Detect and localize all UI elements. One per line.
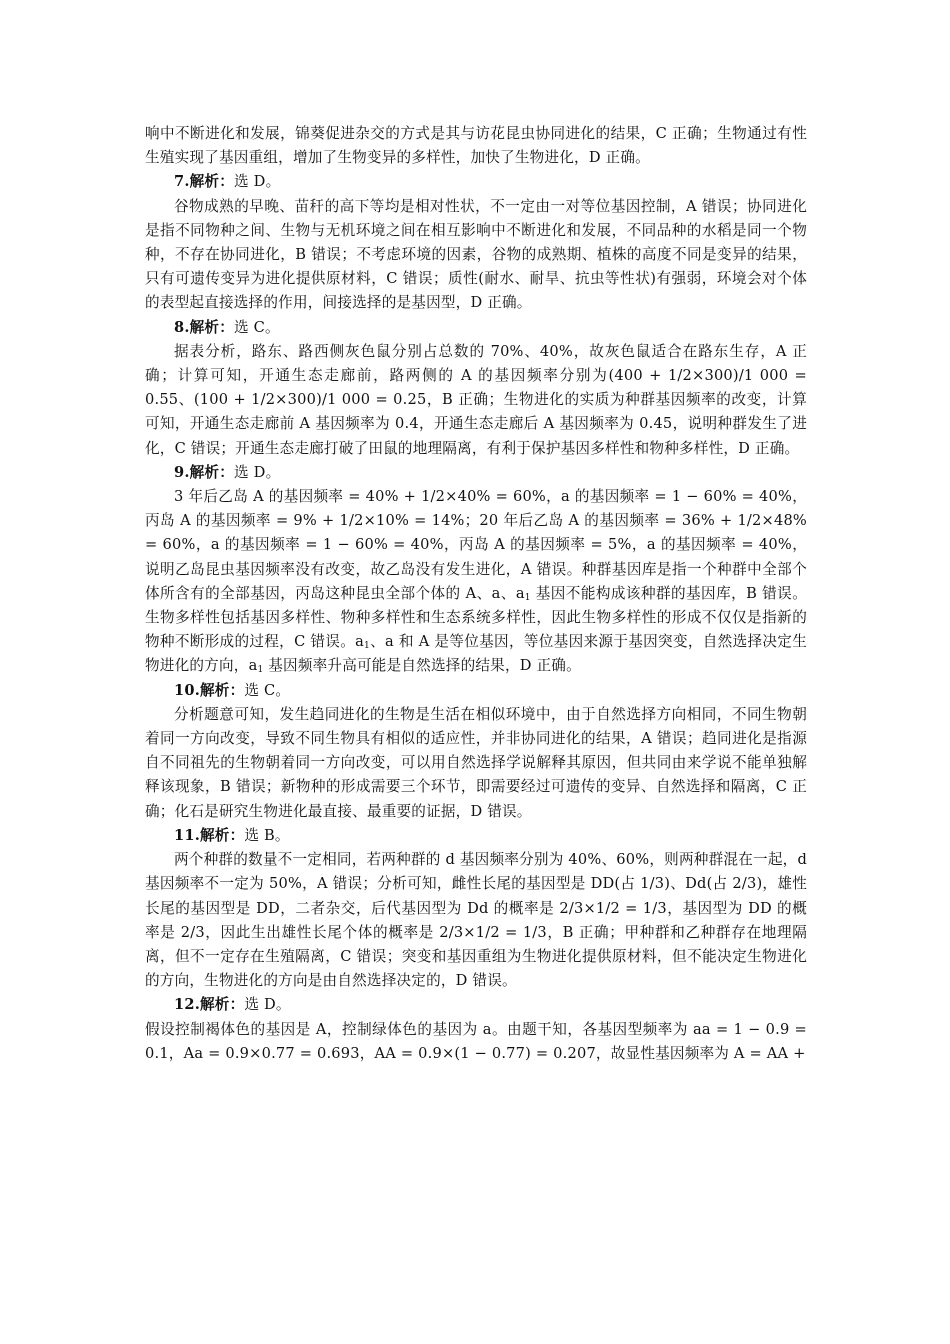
answer-explanations <box>145 122 807 1066</box>
heading-answer: 选 C。 <box>234 318 280 336</box>
answer-heading-7 <box>145 170 807 194</box>
heading-answer: 选 D。 <box>234 463 281 481</box>
heading-label: 8.解析： <box>174 318 235 336</box>
heading-label: 7.解析： <box>174 173 235 191</box>
paragraph-6-continued: 响中不断进化和发展，锦葵促进杂交的方式是其与访花昆虫协同进化的结果，C 正确；生物通过有性生殖实现了基因重组，增加了生物变异的多样性，加快了生物进化，D 正确。 <box>145 125 807 167</box>
paragraph-12: 假设控制褐体色的基因是 A，控制绿体色的基因为 a。由题干知，各基因型频率为 aa = 1 − 0.9 = 0.1，Aa = 0.9×0.77 = 0.693，AA = 0.9×(1 − 0.77) = 0.207，故显性基因频率为 A = AA + <box>145 1020 807 1062</box>
paragraph-8: 据表分析，路东、路西侧灰色鼠分别占总数的 70%、40%，故灰色鼠适合在路东生存，A 正确；计算可知，开通生态走廊前，路两侧的 A 的基因频率分别为(400 + 1/2×300)/1 000 = 0.55、(100 + 1/2×300)/1 000 = 0.25，B 正确；生物进化的实质为种群基因频率的改变，计算可知，开通生态走廊前 A 基因频率为 0.4，开通生态走廊后 A 基因频率为 0.45，说明种群发生了进化，C 错误；开通生态走廊打破了田鼠的地理隔离，有利于保护基因多样性和物种多样性，D 正确。 <box>145 342 807 457</box>
answer-heading-11 <box>145 824 807 848</box>
heading-label: 9.解析： <box>174 463 235 481</box>
answer-heading-8 <box>145 316 807 340</box>
heading-label: 11.解析： <box>174 826 245 844</box>
subscript: 1 <box>364 641 370 652</box>
heading-answer: 选 D。 <box>244 996 291 1014</box>
heading-label: 10.解析： <box>174 681 245 699</box>
subscript: 1 <box>524 592 531 603</box>
heading-answer: 选 C。 <box>244 681 291 699</box>
subscript: 1 <box>257 665 264 676</box>
paragraph-10: 分析题意可知，发生趋同进化的生物是生活在相似环境中，由于自然选择方向相同，不同生物朝着同一方向改变，导致不同生物具有相似的适应性，并非协同进化的结果，A 错误；趋同进化是指源自不同祖先的生物朝着同一方向改变，可以用自然选择学说解释其原因，但共同由来学说不能单独解释该现象，B 错误；新物种的形成需要三个环节，即需要经过可遗传的变异、自然选择和隔离，C 正确；化石是研究生物进化最直接、最重要的证据，D 错误。 <box>145 705 807 820</box>
heading-answer: 选 B。 <box>244 826 290 844</box>
answer-heading-9 <box>145 461 807 485</box>
paragraph-11: 两个种群的数量不一定相同，若两种群的 d 基因频率分别为 40%、60%，则两种群混在一起，d 基因频率不一定为 50%，A 错误；分析可知，雌性长尾的基因型是 DD(占 1/3)、Dd(占 2/3)，雄性长尾的基因型是 DD，二者杂交，后代基因型为 Dd 的概率是 2/3×1/2 = 1/3，基因型为 DD 的概率是 2/3，因此生出雄性长尾个体的概率是 2/3×1/2 = 1/3，B 正确；甲种群和乙种群存在地理隔离，但不一定存在生殖隔离，C 错误；突变和基因重组为生物进化提供原材料，但不能决定生物进化的方向，生物进化的方向是由自然选择决定的，D 错误。 <box>145 851 807 990</box>
heading-label: 12.解析： <box>174 996 245 1014</box>
paragraph-9: 3 年后乙岛 A 的基因频率 = 40% + 1/2×40% = 60%，a 的基因频率 = 1 − 60% = 40%，丙岛 A 的基因频率 = 9% + 1/2×10% = 14%；20 年后乙岛 A 的基因频率 = 36% + 1/2×48% = 60%，a 的基因频率 = 1 − 60% = 40%，丙岛 A 的基因频率 = 5%，a 的基因频率 = 40%，说明乙岛昆虫基因频率没有改变，故乙岛没有发生进化，A 错误。种群基因库是指一个种群中全部个体所含有的全部基因，丙岛这种昆虫全部个体的 A、a、$a_1$ 基因不能构成该种群的基因库，B 错误。生物多样性包括基因多样性、物种多样性和生态系统多样性，因此生物多样性的形成不仅仅是指新的物种不断形成的过程，C 错误。$a_1$、a 和 A 是等位基因，等位基因来源于基因突变，自然选择决定生物进化的方向，$a_1$ 基因频率升高可能是自然选择的结果，D 正确。 <box>145 488 808 676</box>
heading-answer: 选 D。 <box>234 173 281 191</box>
paragraph-7: 谷物成熟的早晚、苗秆的高下等均是相对性状，不一定由一对等位基因控制，A 错误；协同进化是指不同物种之间、生物与无机环境之间在相互影响中不断进化和发展，不同品种的水稻是同一个物种，不存在协同进化，B 错误；不考虑环境的因素，谷物的成熟期、植株的高度不同是变异的结果，只有可遗传变异为进化提供原材料，C 错误；质性(耐水、耐旱、抗虫等性状)有强弱，环境会对个体的表型起直接选择的作用，间接选择的是基因型，D 正确。 <box>145 197 807 312</box>
answer-heading-10 <box>145 679 807 703</box>
answer-heading-12 <box>145 993 807 1017</box>
